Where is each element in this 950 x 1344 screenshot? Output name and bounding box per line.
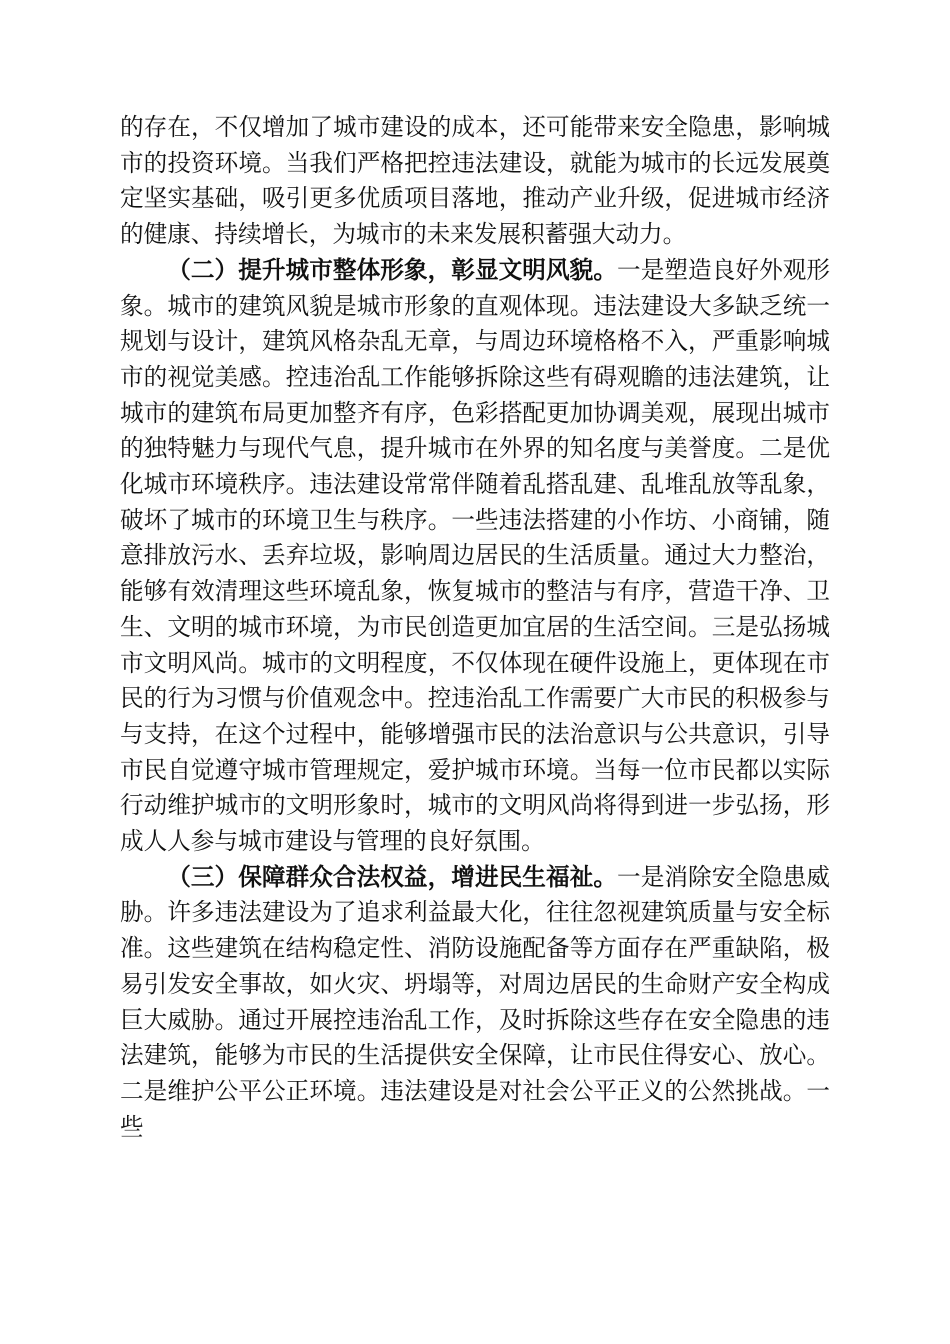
paragraph-text: 一是消除安全隐患威胁。许多违法建设为了追求利益最大化，往往忽视建筑质量与安全标准。这些建筑在结构稳定性、消防设施配备等方面存在严重缺陷，极易引发安全事故，如火灾、坍塌等，对周边居民的生命财产安全构成巨大威胁。通过开展控违治乱工作，及时拆除这些存在安全隐患的违法建筑，能够为市民的生活提供安全保障，让市民住得安心、放心。二是维护公平公正环境。违法建设是对社会公平正义的公然挑战。一些 (120, 862, 831, 1141)
paragraph-continuation (120, 110, 830, 253)
paragraph-text: 的存在，不仅增加了城市建设的成本，还可能带来安全隐患，影响城市的投资环境。当我们严格把控违法建设，就能为城市的长远发展奠定坚实基础，吸引更多优质项目落地，推动产业升级，促进城市经济的健康、持续增长，为城市的未来发展积蓄强大动力。 (120, 113, 830, 249)
section-heading: （二）提升城市整体形象，彰显文明风貌。 (167, 255, 618, 284)
document-page (120, 110, 830, 1145)
paragraph-city-image (120, 253, 830, 860)
paragraph-public-rights (120, 860, 830, 1146)
section-heading: （三）保障群众合法权益，增进民生福祉。 (167, 862, 618, 891)
paragraph-text: 一是塑造良好外观形象。城市的建筑风貌是城市形象的直观体现。违法建设大多缺乏统一规划与设计，建筑风格杂乱无章，与周边环境格格不入，严重影响城市的视觉美感。控违治乱工作能够拆除这些有碍观瞻的违法建筑，让城市的建筑布局更加整齐有序，色彩搭配更加协调美观，展现出城市的独特魅力与现代气息，提升城市在外界的知名度与美誉度。二是优化城市环境秩序。违法建设常常伴随着乱搭乱建、乱堆乱放等乱象，破坏了城市的环境卫生与秩序。一些违法搭建的小作坊、小商铺，随意排放污水、丢弃垃圾，影响周边居民的生活质量。通过大力整治，能够有效清理这些环境乱象，恢复城市的整洁与有序，营造干净、卫生、文明的城市环境，为市民创造更加宜居的生活空间。三是弘扬城市文明风尚。城市的文明程度，不仅体现在硬件设施上，更体现在市民的行为习惯与价值观念中。控违治乱工作需要广大市民的积极参与与支持，在这个过程中，能够增强市民的法治意识与公共意识，引导市民自觉遵守城市管理规定，爱护城市环境。当每一位市民都以实际行动维护城市的文明形象时，城市的文明风尚将得到进一步弘扬，形成人人参与城市建设与管理的良好氛围。 (120, 255, 831, 856)
